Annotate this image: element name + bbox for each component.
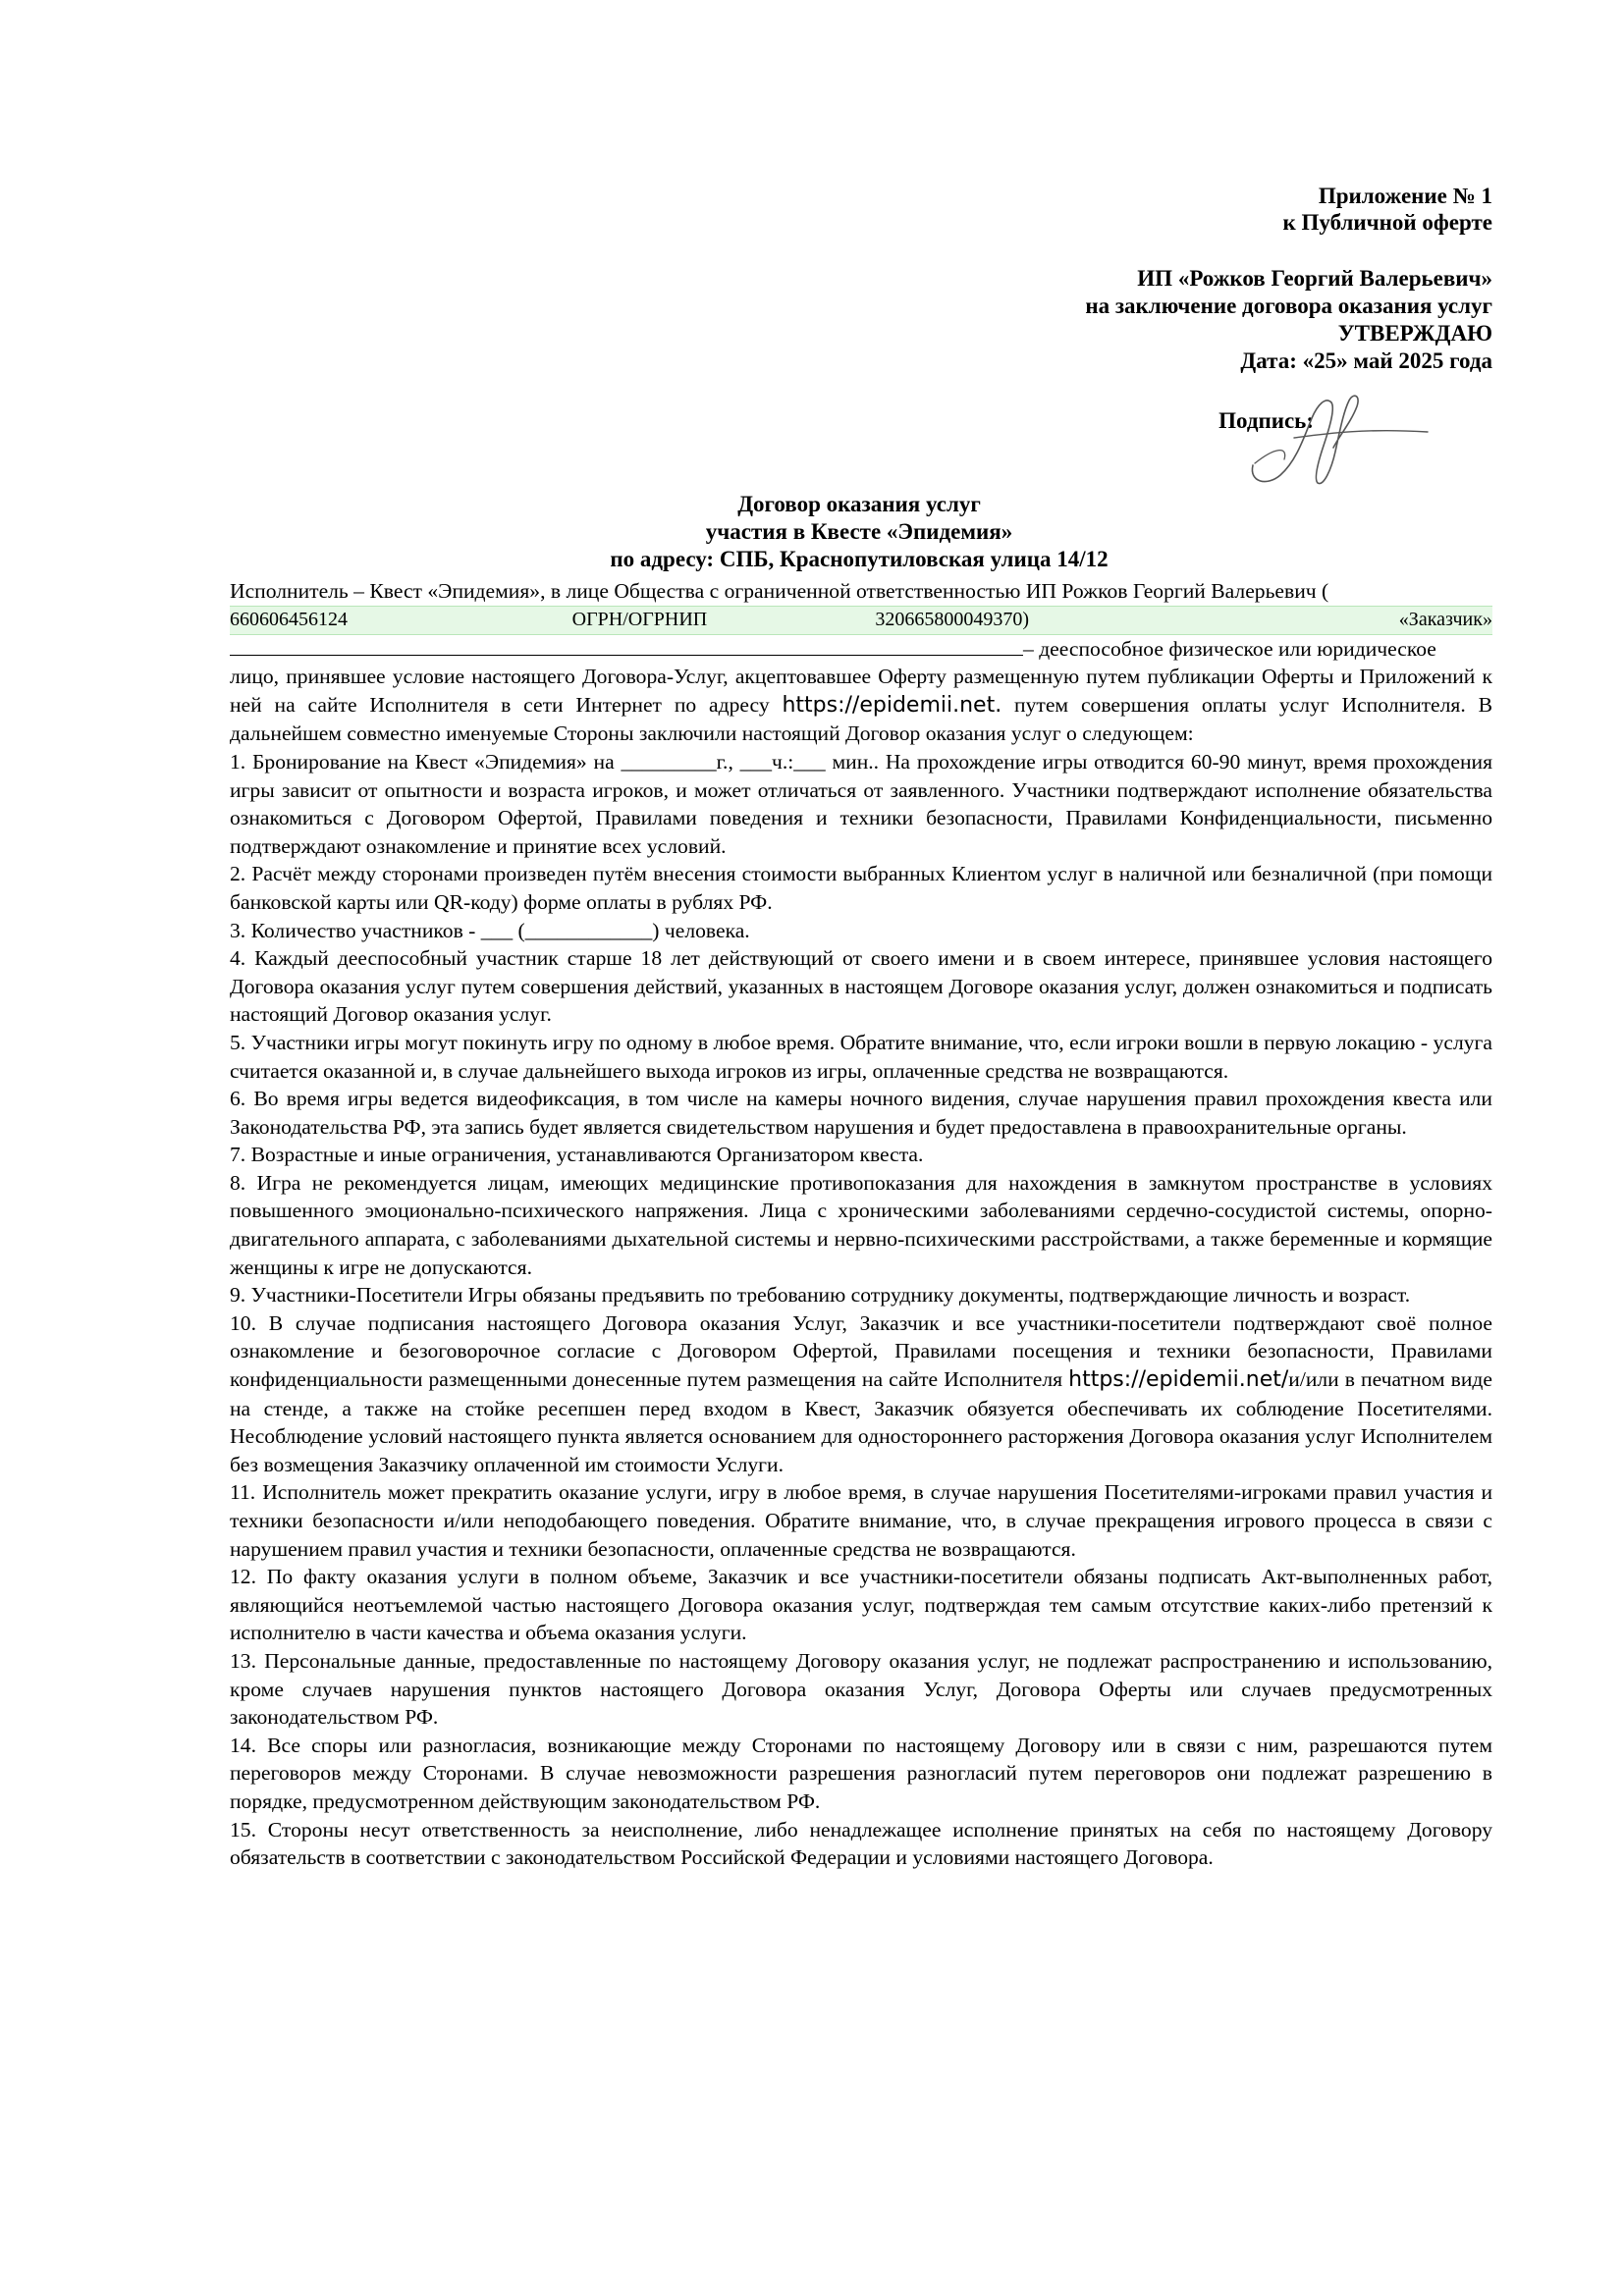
clause-11: 11. Исполнитель может прекратить оказание услуги, игру в любое время, в случае нарушения Посетителями-игроками правил участия и техники безопасности и/или неподобающего поведения. Обратите внимание, что, в случае прекращения игрового процесса в связи с нарушением правил участия и техники безопасности, оплаченные средства не возвращаются.	[230, 1480, 1492, 1561]
clause-8: 8. Игра не рекомендуется лицам, имеющих медицинские противопоказания для нахождения в замкнутом пространстве в условиях повышенного эмоционально-психического напряжения. Лица с хроническими заболеваниями сердечно-сосудистой системы, опорно-двигательного аппарата, с заболеваниями дыхательной системы и нервно-психическими расстройствами, а также беременные и кормящие женщины к игре не допускаются.	[230, 1170, 1492, 1279]
intro-executor: Исполнитель – Квест «Эпидемия», в лице Общества с ограниченной ответственностью ИП Рожков Георгий Валерьевич (	[230, 579, 1329, 603]
customer-blank-line	[230, 637, 1023, 656]
clause-2: 2. Расчёт между сторонами произведен путём внесения стоимости выбранных Клиентом услуг в наличной или безналичной (при помощи банковской карты или QR-коду) форме оплаты в рублях РФ.	[230, 862, 1492, 914]
clause-10	[230, 1309, 1492, 1479]
clause-9: 9. Участники-Посетители Игры обязаны предъявить по требованию сотруднику документы, подтверждающие личность и возраст.	[230, 1283, 1411, 1308]
clause-10-part-b: и/или в печатном виде на стенде, а также на стойке ресепшен перед входом в Квест, Заказчик обязуется обеспечивать их соблюдение Посетителями. Несоблюдение условий настоящего пункта является основанием для одностороннего расторжения Договора оказания услуг Исполнителем без возмещения Заказчику оплаченной им стоимости Услуги.	[230, 1367, 1492, 1476]
title-line-3: по адресу: СПБ, Краснопутиловская улица 14/12	[610, 547, 1109, 571]
title-line-2: участия в Квесте «Эпидемия»	[705, 519, 1013, 544]
document-title	[226, 491, 1492, 573]
intro-text-a: лицо, принявшее условие настоящего Договора-Услуг, акцептовавшее Оферту размещенную путем публикации Оферты и Приложений к ней на сайте Исполнителя в сети Интернет по адресу	[230, 665, 1492, 717]
clause-15: 15. Стороны несут ответственность за неисполнение, либо ненадлежащее исполнение принятых на себя по настоящему Договору обязательств в соответствии с законодательством Российской Федерации и условиями настоящего Договора.	[230, 1817, 1492, 1870]
title-line-1: Договор оказания услуг	[737, 492, 981, 516]
header-appendix: Приложение № 1	[1318, 184, 1492, 208]
header-to-offer: к Публичной оферте	[1282, 210, 1492, 235]
intro-text-b: путем совершения оплаты услуг Исполнителя. В дальнейшем совместно именуемые Стороны заключили настоящий Договор оказания услуг о следующем:	[230, 692, 1493, 746]
signature-label: Подпись:	[1218, 408, 1314, 433]
handwritten-signature	[1245, 389, 1432, 492]
header-approve: УТВЕРЖДАЮ	[1337, 321, 1492, 346]
header-date: Дата: «25» май 2025 года	[1240, 348, 1492, 373]
clause-12: 12. По факту оказания услуги в полном объеме, Заказчик и все участники-посетители обязаны подписать Акт-выполненных работ, являющийся неотъемлемой частью настоящего Договора оказания услуг, подтверждая тем самым отсутствие каких-либо претензий к исполнителю в части качества и объема оказания услуги.	[230, 1565, 1492, 1645]
clause-10-url: https://epidemii.net/	[1068, 1367, 1289, 1393]
clause-14: 14. Все споры или разногласия, возникающие между Сторонами по настоящему Договору или в связи с ним, разрешаются путем переговоров между Сторонами. В случае невозможности разрешения разногласий путем переговоров они подлежат разрешению в порядке, предусмотренном действующим законодательством РФ.	[230, 1733, 1492, 1813]
customer-label: «Заказчик»	[1398, 608, 1492, 630]
contract-body	[230, 577, 1492, 1872]
clause-7: 7. Возрастные и иные ограничения, устанавливаются Организатором квеста.	[230, 1143, 924, 1167]
header-purpose: на заключение договора оказания услуг	[1085, 294, 1492, 318]
clause-1: 1. Бронирование на Квест «Эпидемия» на _________г., ___ч.:___ мин.. На прохождение игры отводится 60-90 минут, время прохождения игры зависит от опытности и возраста игроков, и может отличаться от заявленного. Участники подтверждают исполнение обязательства ознакомиться с Договором Офертой, Правилами поведения и техники безопасности, Правилами Конфиденциальности, письменно подтверждают ознакомление и принятие всех условий.	[230, 749, 1492, 858]
clause-4: 4. Каждый дееспособный участник старше 18 лет действующий от своего имени и в своем интересе, принявшее условия настоящего Договора оказания услуг путем совершения действий, указанных в настоящем Договоре оказания услуг, должен ознакомиться и подписать настоящий Договор оказания услуг.	[230, 946, 1492, 1027]
clause-3: 3. Количество участников - ___ (____________) человека.	[230, 918, 750, 942]
intro-text	[230, 663, 1492, 748]
header-company: ИП «Рожков Георгий Валерьевич»	[1137, 266, 1492, 291]
ogrn-label: ОГРН/ОГРНИП	[571, 608, 708, 630]
clause-5: 5. Участники игры могут покинуть игру по одному в любое время. Обратите внимание, что, если игроки вошли в первую локацию - услуга считается оказанной и, в случае дальнейшего выхода игроков из игры, оплаченные средства не возвращаются.	[230, 1030, 1492, 1083]
site-url: https://epidemii.net.	[782, 692, 1002, 718]
ogrn-value: 320665800049370)	[875, 608, 1029, 630]
clause-13: 13. Персональные данные, предоставленные по настоящему Договору оказания услуг, не подлежат распространению и использованию, кроме случаев нарушения пунктов настоящего Договора оказания Услуг, Договора Оферты или случаев предусмотренных законодательством РФ.	[230, 1648, 1492, 1730]
inn-value: 660606456124	[230, 608, 348, 630]
clause-10-part-a: 10. В случае подписания настоящего Договора оказания Услуг, Заказчик и все участники-посетители подтверждают своё полное ознакомление и безоговорочное согласие с Договором Офертой, Правилами посещения и техники безопасности, Правилами конфиденциальности размещенными донесенные путем размещения на сайте Исполнителя	[230, 1310, 1492, 1392]
requisites-row	[230, 606, 1492, 635]
clause-6: 6. Во время игры ведется видеофиксация, в том числе на камеры ночного видения, случае нарушения правил прохождения квеста или Законодательства РФ, эта запись будет является свидетельством нарушения и будет предоставлена в правоохранительные органы.	[230, 1087, 1492, 1139]
intro-capable-person: – дееспособное физическое или юридическое	[1023, 636, 1436, 661]
intro-capable-line	[230, 635, 1492, 664]
